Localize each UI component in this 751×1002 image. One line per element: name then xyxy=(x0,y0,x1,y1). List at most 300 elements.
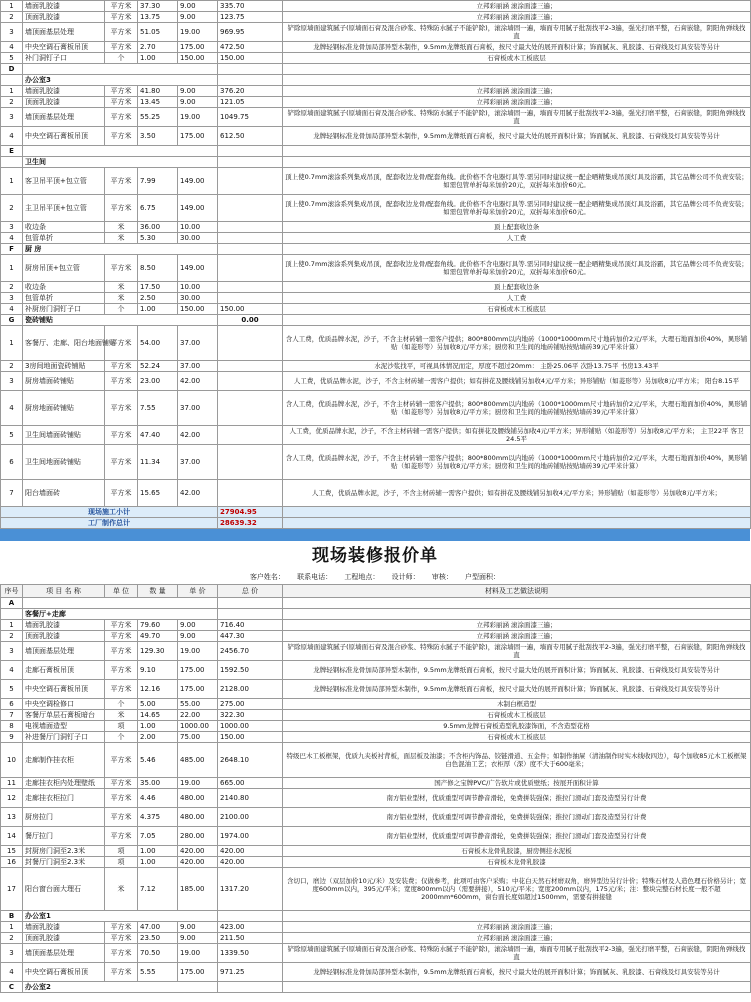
quote-table xyxy=(0,584,751,993)
item-desc: 顶上使0.7mm滚涂系列集成吊顶，配套收边龙骨/配套角线。此价格不含电器灯具等.需另同时建议统一配企晒精集成吊顶灯具及浴霸，其它品牌公司不负责安装；如需包管单折每米加价20元，双折每米加价60元。 xyxy=(283,195,751,222)
item-desc: 顶上配套收边条 xyxy=(283,222,751,233)
item-desc: 立邦彩丽涵 滚涂面漆三遍； xyxy=(283,631,751,642)
title-banner xyxy=(0,529,750,541)
item-price: 10.00 xyxy=(178,282,218,293)
section-total xyxy=(218,157,283,168)
item-unit: 平方米 xyxy=(105,480,138,507)
table-row xyxy=(1,808,751,827)
row-number: 15 xyxy=(1,846,23,857)
item-total: 420.00 xyxy=(218,846,283,857)
table-row xyxy=(1,721,751,732)
item-unit: 平方米 xyxy=(105,743,138,778)
section-row xyxy=(1,244,751,255)
table-row xyxy=(1,445,751,480)
row-number: 2 xyxy=(1,282,23,293)
row-number: 2 xyxy=(1,631,23,642)
section-total xyxy=(218,911,283,922)
section-total xyxy=(218,982,283,993)
item-name: 墙顶面基层处理 xyxy=(23,108,105,127)
item-qty: 3.50 xyxy=(138,127,178,146)
item-price: 19.00 xyxy=(178,642,218,661)
item-unit: 项 xyxy=(105,721,138,732)
section-letter xyxy=(1,609,23,620)
item-name: 顶面乳胶漆 xyxy=(23,631,105,642)
item-desc: 南方铝业型材，优质重型可调节静音滑轮，免费拼装强保；推拉门滑动门套及造型另行计费 xyxy=(283,808,751,827)
item-unit: 平方米 xyxy=(105,168,138,195)
row-number: 4 xyxy=(1,304,23,315)
item-unit: 平方米 xyxy=(105,922,138,933)
item-desc: 立邦彩丽涵 滚涂面漆三遍； xyxy=(283,86,751,97)
row-number: 17 xyxy=(1,868,23,911)
item-desc: 特级巴木工板框架，优质九夹板衬背板，面层板及油漆；不含柜内饰品、铰链滑道、五金件；如制作抽屉（清油制作时实木线收四边），每个加收85元木工板框架白色混油工艺；衣柜厚（深）度不大于600毫米； xyxy=(283,743,751,778)
table-row xyxy=(1,710,751,721)
item-unit: 米 xyxy=(105,282,138,293)
item-qty: 2.70 xyxy=(138,42,178,53)
table-row xyxy=(1,743,751,778)
item-total: 275.00 xyxy=(218,699,283,710)
row-number: 10 xyxy=(1,743,23,778)
row-number: 4 xyxy=(1,661,23,680)
table-row xyxy=(1,699,751,710)
item-name: 电视墙面造型 xyxy=(23,721,105,732)
item-unit: 平方米 xyxy=(105,23,138,42)
section-title xyxy=(23,64,218,75)
item-qty: 36.00 xyxy=(138,222,178,233)
table-row xyxy=(1,326,751,361)
item-unit: 平方米 xyxy=(105,789,138,808)
item-qty: 52.24 xyxy=(138,361,178,372)
header-price: 单 价 xyxy=(178,585,218,598)
item-total xyxy=(218,195,283,222)
item-qty: 5.55 xyxy=(138,963,178,982)
section-letter: C xyxy=(1,982,23,993)
item-price: 19.00 xyxy=(178,108,218,127)
item-unit: 平方米 xyxy=(105,680,138,699)
item-price: 55.00 xyxy=(178,699,218,710)
item-name: 厨房地面砖铺贴 xyxy=(23,391,105,426)
item-qty: 2.50 xyxy=(138,293,178,304)
item-total: 1049.75 xyxy=(218,108,283,127)
item-total: 121.05 xyxy=(218,97,283,108)
table-row xyxy=(1,86,751,97)
item-desc: 立邦彩丽涵 滚涂面漆三遍； xyxy=(283,97,751,108)
site-subtotal-label: 现场施工小计 xyxy=(1,507,218,518)
quote-table-body xyxy=(1,585,751,993)
item-price: 19.00 xyxy=(178,944,218,963)
item-unit: 米 xyxy=(105,710,138,721)
row-number: 3 xyxy=(1,372,23,391)
item-unit: 平方米 xyxy=(105,620,138,631)
item-price: 19.00 xyxy=(178,778,218,789)
site-subtotal-value: 27904.95 xyxy=(218,507,283,518)
row-number: 3 xyxy=(1,944,23,963)
item-qty: 7.55 xyxy=(138,391,178,426)
item-qty: 1.00 xyxy=(138,721,178,732)
table-row xyxy=(1,933,751,944)
item-name: 厨房墙面砖铺贴 xyxy=(23,372,105,391)
item-qty: 7.99 xyxy=(138,168,178,195)
item-desc: 人工费，优质品牌水泥，沙子，不含主材砖辅一需客户提供；如有拼花及腰线铺另加收4元/平方米；异形铺贴（如菱形等）另加收8元/平方米； 主卫22平 客卫24.5平 xyxy=(283,426,751,445)
item-total: 969.95 xyxy=(218,23,283,42)
item-total: 447.30 xyxy=(218,631,283,642)
item-desc: 南方铝业型材，优质重型可调节静音滑轮，免费拼装强保；推拉门滑动门套及造型另行计费 xyxy=(283,789,751,808)
factory-total-blank xyxy=(283,518,751,529)
item-unit: 平方米 xyxy=(105,963,138,982)
row-number: 2 xyxy=(1,195,23,222)
section-row xyxy=(1,911,751,922)
header-unit: 单 位 xyxy=(105,585,138,598)
table-row xyxy=(1,53,751,64)
item-unit: 平方米 xyxy=(105,827,138,846)
item-qty: 1.00 xyxy=(138,304,178,315)
item-qty: 2.00 xyxy=(138,732,178,743)
item-price: 42.00 xyxy=(178,480,218,507)
item-total: 472.50 xyxy=(218,42,283,53)
lower-quote-sheet xyxy=(0,584,750,993)
row-number: 3 xyxy=(1,108,23,127)
item-total xyxy=(218,293,283,304)
item-desc: 龙牌轻钢标准龙骨加局部异型木制作，9.5mm龙牌纸面石膏板，按尺寸最大处的展开面积计算；饰面腻灰、乳胶漆、石膏线及灯具安装等另计 xyxy=(283,42,751,53)
item-desc: 铲除原墙面建筑腻子(原墙面石膏及混合砂浆、特殊防水腻子不能铲除)，滚涂墙固一遍，墙面专用腻子批刮找平2-3遍，强光打磨平整，石膏嵌缝，阴阳角弹线找直 xyxy=(283,944,751,963)
row-number: 1 xyxy=(1,620,23,631)
section-title: 卫生间 xyxy=(23,157,218,168)
section-title: 办公室3 xyxy=(23,75,218,86)
item-desc: 人工费 xyxy=(283,293,751,304)
item-price: 1000.00 xyxy=(178,721,218,732)
item-total xyxy=(218,168,283,195)
item-name: 包管单折 xyxy=(23,293,105,304)
item-desc: 龙牌轻钢标准龙骨加局部异型木制作，9.5mm龙牌纸面石膏板，按尺寸最大处的展开面积计算；饰面腻灰、乳胶漆、石膏线及灯具安装等另计 xyxy=(283,661,751,680)
item-price: 149.00 xyxy=(178,255,218,282)
table-row xyxy=(1,127,751,146)
row-number: 2 xyxy=(1,97,23,108)
item-name: 顶面乳胶漆 xyxy=(23,933,105,944)
item-name: 墙面乳胶漆 xyxy=(23,86,105,97)
item-desc: 南方铝业型材，优质重型可调节静音滑轮，免费拼装强保；推拉门滑动门套及造型另行计费 xyxy=(283,827,751,846)
row-number: 1 xyxy=(1,86,23,97)
item-total xyxy=(218,426,283,445)
header-row xyxy=(1,585,751,598)
item-total: 2140.80 xyxy=(218,789,283,808)
section-letter: G xyxy=(1,315,23,326)
row-number: 3 xyxy=(1,222,23,233)
section-row xyxy=(1,157,751,168)
factory-total-row xyxy=(1,518,751,529)
row-number: 9 xyxy=(1,732,23,743)
table-row xyxy=(1,23,751,42)
item-qty: 8.50 xyxy=(138,255,178,282)
table-row xyxy=(1,255,751,282)
item-unit: 项 xyxy=(105,846,138,857)
item-qty: 13.45 xyxy=(138,97,178,108)
item-price: 9.00 xyxy=(178,933,218,944)
item-total: 971.25 xyxy=(218,963,283,982)
item-price: 185.00 xyxy=(178,868,218,911)
item-price: 37.00 xyxy=(178,445,218,480)
item-total: 150.00 xyxy=(218,304,283,315)
item-total xyxy=(218,222,283,233)
table-row xyxy=(1,12,751,23)
item-desc: 立邦彩丽涵 滚涂面漆三遍； xyxy=(283,12,751,23)
item-price: 9.00 xyxy=(178,620,218,631)
item-unit: 平方米 xyxy=(105,326,138,361)
item-total: 2128.00 xyxy=(218,680,283,699)
item-total xyxy=(218,282,283,293)
item-qty: 7.12 xyxy=(138,868,178,911)
item-name: 墙顶面基层处理 xyxy=(23,23,105,42)
item-total: 1317.20 xyxy=(218,868,283,911)
item-unit: 平方米 xyxy=(105,661,138,680)
table-row xyxy=(1,857,751,868)
item-price: 9.00 xyxy=(178,12,218,23)
item-desc: 铲除原墙面建筑腻子(原墙面石膏及混合砂浆、特殊防水腻子不能铲除)，滚涂墙固一遍，墙面专用腻子批刮找平2-3遍，强光打磨平整，石膏嵌缝，阴阳角弹线找直 xyxy=(283,642,751,661)
item-price: 9.00 xyxy=(178,631,218,642)
item-name: 中央空调石膏板吊顶 xyxy=(23,680,105,699)
item-total xyxy=(218,361,283,372)
item-qty: 23.00 xyxy=(138,372,178,391)
item-price: 9.00 xyxy=(178,86,218,97)
item-price: 42.00 xyxy=(178,426,218,445)
item-desc: 立邦彩丽涵 滚涂面漆三遍； xyxy=(283,1,751,12)
item-total: 322.30 xyxy=(218,710,283,721)
item-total: 376.20 xyxy=(218,86,283,97)
item-qty: 12.16 xyxy=(138,680,178,699)
item-total: 2456.70 xyxy=(218,642,283,661)
item-price: 150.00 xyxy=(178,53,218,64)
item-name: 中央空调石膏板吊顶 xyxy=(23,42,105,53)
item-price: 149.00 xyxy=(178,168,218,195)
table-row xyxy=(1,732,751,743)
row-number: 13 xyxy=(1,808,23,827)
item-qty: 23.50 xyxy=(138,933,178,944)
row-number: 4 xyxy=(1,233,23,244)
table-row xyxy=(1,680,751,699)
item-total: 1339.50 xyxy=(218,944,283,963)
section-title xyxy=(23,598,218,609)
section-total xyxy=(218,75,283,86)
item-name: 墙顶面基层处理 xyxy=(23,944,105,963)
item-unit: 个 xyxy=(105,304,138,315)
item-qty: 37.30 xyxy=(138,1,178,12)
item-qty: 47.40 xyxy=(138,426,178,445)
item-unit: 米 xyxy=(105,233,138,244)
item-unit: 个 xyxy=(105,53,138,64)
item-price: 22.00 xyxy=(178,710,218,721)
item-qty: 5.30 xyxy=(138,233,178,244)
item-unit: 平方米 xyxy=(105,445,138,480)
item-name: 客餐厅、走廊、阳台地面铺贴 xyxy=(23,326,105,361)
item-price: 9.00 xyxy=(178,97,218,108)
item-price: 37.00 xyxy=(178,391,218,426)
item-price: 480.00 xyxy=(178,808,218,827)
item-total: 123.75 xyxy=(218,12,283,23)
item-name: 走廊石膏板吊顶 xyxy=(23,661,105,680)
item-desc: 石膏板木龙骨乳胶漆，厨房侧挂水泥板 xyxy=(283,846,751,857)
item-total: 665.00 xyxy=(218,778,283,789)
item-total: 423.00 xyxy=(218,922,283,933)
item-desc: 人工费 xyxy=(283,233,751,244)
row-number: 4 xyxy=(1,391,23,426)
item-unit: 平方米 xyxy=(105,195,138,222)
table-row xyxy=(1,1,751,12)
item-price: 480.00 xyxy=(178,789,218,808)
item-price: 280.00 xyxy=(178,827,218,846)
section-total xyxy=(218,146,283,157)
item-desc: 石膏板或木工板底层 xyxy=(283,732,751,743)
item-desc: 龙牌轻钢标准龙骨加局部异型木制作，9.5mm龙牌纸面石膏板，按尺寸最大处的展开面积计算；饰面腻灰、乳胶漆、石膏线及灯具安装等另计 xyxy=(283,963,751,982)
item-name: 墙面乳胶漆 xyxy=(23,1,105,12)
item-name: 厨房吊顶+包立管 xyxy=(23,255,105,282)
item-name: 包管单折 xyxy=(23,233,105,244)
item-unit: 平方米 xyxy=(105,642,138,661)
item-name: 中央空调检修口 xyxy=(23,699,105,710)
item-price: 175.00 xyxy=(178,661,218,680)
item-name: 中央空调石膏板吊顶 xyxy=(23,127,105,146)
item-total: 420.00 xyxy=(218,857,283,868)
item-desc: 石膏板或木工板底层 xyxy=(283,53,751,64)
item-total: 1592.50 xyxy=(218,661,283,680)
row-number: 2 xyxy=(1,361,23,372)
item-desc: 立邦彩丽涵 滚涂面漆三遍； xyxy=(283,922,751,933)
item-name: 客餐厅单层石膏板暗台 xyxy=(23,710,105,721)
item-price: 9.00 xyxy=(178,922,218,933)
item-total xyxy=(218,255,283,282)
item-name: 主卫吊平顶+包立管 xyxy=(23,195,105,222)
item-name: 顶面乳胶漆 xyxy=(23,97,105,108)
section-letter: A xyxy=(1,598,23,609)
row-number: 11 xyxy=(1,778,23,789)
section-letter xyxy=(1,157,23,168)
row-number: 4 xyxy=(1,963,23,982)
section-desc xyxy=(283,598,751,609)
table-row xyxy=(1,661,751,680)
row-number: 1 xyxy=(1,168,23,195)
item-total: 150.00 xyxy=(218,53,283,64)
section-title xyxy=(23,146,218,157)
item-desc: 含切口，磨边（双层加价10元/米）及安装费；仅做参考，此项可由客户采购；中花白天然石材磨双角，磨异型边另行计价；特殊石材及人造色理石价格另计；宽度600mm以内，395元/平米；宽度800mm以内（需要拼接），510元/平米；宽度200mm以内，175元/米；注：整块完整石材长度一般不超2000mm*600mm，窗台面长度如超过1500mm，需要有拼接缝 xyxy=(283,868,751,911)
table-row xyxy=(1,480,751,507)
section-desc xyxy=(283,911,751,922)
item-name: 补门洞钉子口 xyxy=(23,53,105,64)
section-row xyxy=(1,982,751,993)
row-number: 1 xyxy=(1,255,23,282)
item-name: 封厨房门洞至2.3米 xyxy=(23,846,105,857)
item-unit: 米 xyxy=(105,868,138,911)
item-qty: 4.46 xyxy=(138,789,178,808)
item-desc: 顶上配套收边条 xyxy=(283,282,751,293)
section-total xyxy=(218,64,283,75)
item-desc: 含人工费，优质品牌水泥，沙子，不含主材砖辅一需客户提供；800*800mm以内地砖（1000*1000mm尺寸地砖加价2元/平米，大理石地面加价40%，異形铺贴（如菱形等）另加收8元/平方米；厨房和卫生间的地砖铺贴按贴墙砖39元/平米计算） xyxy=(283,326,751,361)
table-row xyxy=(1,620,751,631)
item-total xyxy=(218,480,283,507)
item-unit: 平方米 xyxy=(105,426,138,445)
item-desc: 石膏板或木工板底层 xyxy=(283,304,751,315)
item-price: 75.00 xyxy=(178,732,218,743)
row-number: 4 xyxy=(1,42,23,53)
item-qty: 17.50 xyxy=(138,282,178,293)
item-unit: 个 xyxy=(105,732,138,743)
item-name: 顶面乳胶漆 xyxy=(23,12,105,23)
section-row xyxy=(1,75,751,86)
item-unit: 平方米 xyxy=(105,255,138,282)
row-number: 16 xyxy=(1,857,23,868)
item-qty: 13.75 xyxy=(138,12,178,23)
header-desc: 材料及工艺做法说明 xyxy=(283,585,751,598)
table-row xyxy=(1,282,751,293)
row-number: 6 xyxy=(1,445,23,480)
item-unit: 平方米 xyxy=(105,933,138,944)
section-desc xyxy=(283,64,751,75)
table-row xyxy=(1,963,751,982)
table-row xyxy=(1,195,751,222)
item-qty: 49.70 xyxy=(138,631,178,642)
item-name: 阳台窗台面大理石 xyxy=(23,868,105,911)
row-number: 5 xyxy=(1,53,23,64)
item-desc: 木制白框造型 xyxy=(283,699,751,710)
table-row xyxy=(1,222,751,233)
section-letter: F xyxy=(1,244,23,255)
item-name: 卫生间墙面砖铺贴 xyxy=(23,426,105,445)
row-number: 6 xyxy=(1,699,23,710)
item-unit: 平方米 xyxy=(105,12,138,23)
item-total xyxy=(218,445,283,480)
section-letter: B xyxy=(1,911,23,922)
row-number: 3 xyxy=(1,23,23,42)
item-unit: 平方米 xyxy=(105,372,138,391)
item-total: 211.50 xyxy=(218,933,283,944)
item-price: 30.00 xyxy=(178,293,218,304)
header-qty: 数 量 xyxy=(138,585,178,598)
item-qty: 47.00 xyxy=(138,922,178,933)
item-desc: 立邦彩丽涵 滚涂面漆三遍； xyxy=(283,620,751,631)
item-desc: 铲除原墙面建筑腻子(原墙面石膏及混合砂浆、特殊防水腻子不能铲除)，滚涂墙固一遍，墙面专用腻子批刮找平2-3遍，强光打磨平整，石膏嵌缝，阴阳角弹线找直 xyxy=(283,23,751,42)
item-price: 175.00 xyxy=(178,963,218,982)
section-row xyxy=(1,64,751,75)
item-qty: 1.00 xyxy=(138,846,178,857)
item-total: 2648.10 xyxy=(218,743,283,778)
item-price: 37.00 xyxy=(178,361,218,372)
section-desc xyxy=(283,157,751,168)
item-desc: 龙牌轻钢标准龙骨加局部异型木制作，9.5mm龙牌纸面石膏板，按尺寸最大处的展开面积计算；饰面腻灰、乳胶漆、石膏线及灯具安装等另计 xyxy=(283,680,751,699)
section-desc xyxy=(283,609,751,620)
item-qty: 41.80 xyxy=(138,86,178,97)
item-unit: 平方米 xyxy=(105,778,138,789)
section-desc xyxy=(283,75,751,86)
item-price: 175.00 xyxy=(178,127,218,146)
item-desc: 顶上使0.7mm滚涂系列集成吊顶，配套收边龙骨/配套角线。此价格不含电器灯具等.需另同时建议统一配企晒精集成吊顶灯具及浴霸，其它品牌公司不负责安装；如需包管单折每米加价20元，双折每米加价60元。 xyxy=(283,255,751,282)
row-number: 7 xyxy=(1,710,23,721)
item-qty: 9.10 xyxy=(138,661,178,680)
table-row xyxy=(1,361,751,372)
item-desc: 含人工费，优质品牌水泥，沙子，不含主材砖辅一需客户提供；800*800mm以内地砖（1000*1000mm尺寸地砖加价2元/平米，大理石地面加价40%，異形铺贴（如菱形等）另加收8元/平方米；厨房和卫生间的地砖铺贴按贴墙砖39元/平米计算） xyxy=(283,391,751,426)
item-total: 1000.00 xyxy=(218,721,283,732)
section-row xyxy=(1,146,751,157)
item-desc: 含人工费，优质品牌水泥，沙子，不含主材砖辅一需客户提供；800*800mm以内地砖（1000*1000mm尺寸地砖加价2元/平米，大理石地面加价40%，異形铺贴（如菱形等）另加收8元/平方米；厨房和卫生间的地砖铺贴按贴墙砖39元/平米计算） xyxy=(283,445,751,480)
item-unit: 米 xyxy=(105,222,138,233)
site-subtotal-row xyxy=(1,507,751,518)
item-total xyxy=(218,372,283,391)
item-qty: 79.60 xyxy=(138,620,178,631)
table-row xyxy=(1,827,751,846)
item-desc: 水泥沙浆找平，可视具体情况而定，厚度不超过20mm： 主卧25.06平 次卧13.75平 书房13.43平 xyxy=(283,361,751,372)
item-name: 墙面乳胶漆 xyxy=(23,922,105,933)
item-name: 墙面乳胶漆 xyxy=(23,620,105,631)
item-desc: 石膏板或木工板底层 xyxy=(283,710,751,721)
row-number: 3 xyxy=(1,642,23,661)
item-qty: 4.375 xyxy=(138,808,178,827)
section-total: 0.00 xyxy=(218,315,283,326)
item-qty: 5.00 xyxy=(138,699,178,710)
